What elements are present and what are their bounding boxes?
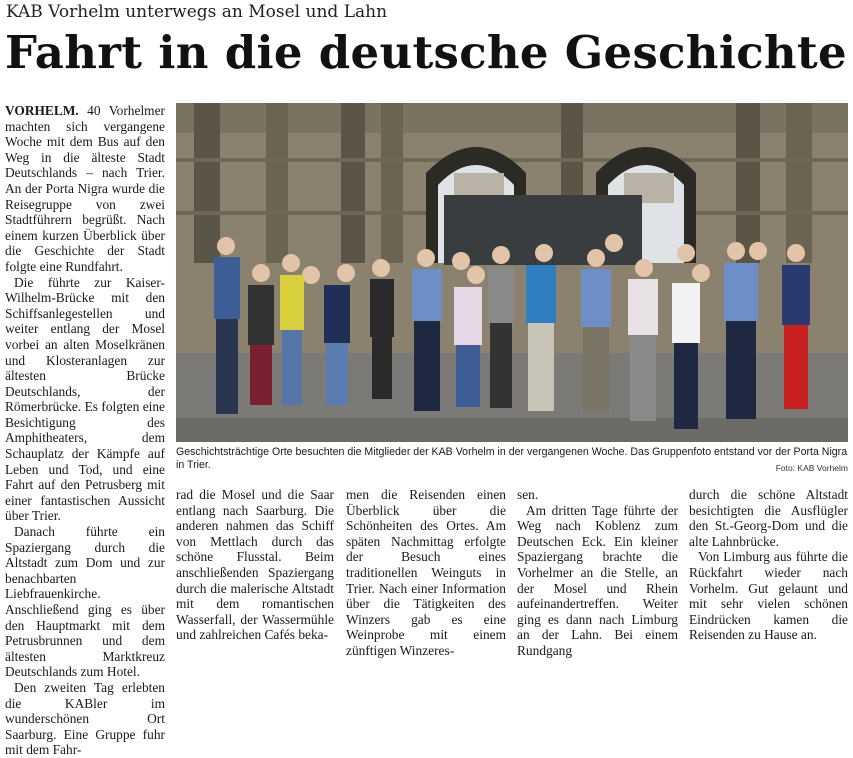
- article-headline: Fahrt in die deutsche Geschichte: [5, 26, 847, 79]
- article-column-1: [5, 103, 165, 758]
- paragraph: men die Reisenden einen Überblick über die Schönheiten des Ortes. Am späten Nachmittag erfolgte der Besuch eines traditionellen Weinguts in Trier. Nach einer Information über die Tätigkeiten des Winzers gab es eine Weinprobe mit einem zünftigen Winzeres-: [346, 487, 506, 658]
- paragraph: Von Limburg aus führte die Rückfahrt wieder nach Vorhelm. Gut gelaunt und mit sehr vielen schönen Eindrücken kamen die Reisenden zu Hause an.: [689, 549, 848, 643]
- article-column-2: [176, 487, 334, 643]
- dateline: VORHELM.: [5, 103, 79, 118]
- photo-credit: Foto: KAB Vorhelm: [775, 463, 848, 473]
- paragraph: Den zweiten Tag erlebten die KABler im wunderschönen Ort Saarburg. Eine Gruppe fuhr mit dem Fahr-: [5, 679, 165, 758]
- article-kicker: KAB Vorhelm unterwegs an Mosel und Lahn: [6, 2, 388, 22]
- paragraph: rad die Mosel und die Saar entlang nach Saarburg. Die anderen nahmen das Schiff von Mettlach durch das schöne Flusstal. Beim anschließenden Spaziergang durch die malerische Altstadt mit dem romantischen Wasserfall, der Wassermühle und zahlreichen Cafés beka-: [176, 487, 334, 643]
- porta-nigra-group-image: [176, 103, 848, 442]
- paragraph: durch die schöne Altstadt besichtigten die Ausflügler den St.-Georg-Dom und die alte Lahnbrücke.: [689, 487, 848, 549]
- article-column-3: [346, 487, 506, 658]
- paragraph: Danach führte ein Spaziergang durch die Altstadt zum Dom und zur benachbarten Liebfrauenkirche. Anschließend ging es über den Hauptmarkt mit dem Petrusbrunnen und dem ältesten Marktkreuz Deutschlands zum Hotel.: [5, 524, 165, 680]
- paragraph: Am dritten Tage führte der Weg nach Koblenz zum Deutschen Eck. Ein kleiner Spaziergang brachte die Vorhelmer an die Stelle, an der Mosel und Rhein aufeinandertreffen. Weiter ging es dann nach Limburg an der Lahn. Bei einem Rundgang: [517, 502, 678, 658]
- paragraph: Die führte zur Kaiser-Wilhelm-Brücke mit den Schiffsanlegestellen und weiter entlang der Mosel vorbei an alten Moselkränen und Klosteranlagen zur ältesten Brücke Deutschlands, der Römerbrücke. Es folgten eine Besichtigung des Amphitheaters, dem Schauplatz der Kämpfe auf Leben und Tod, und eine Fahrt auf den Petrusberg mit einer fantastischen Aussicht über Trier.: [5, 274, 165, 524]
- article-column-5: [689, 487, 848, 643]
- group-photo: [176, 103, 848, 442]
- paragraph: [5, 103, 165, 275]
- article-column-4: [517, 487, 678, 658]
- paragraph: sen.: [517, 487, 539, 502]
- photo-caption: Geschichtsträchtige Orte besuchten die Mitglieder der KAB Vorhelm in der vergangenen Woche. Das Gruppenfoto entstand vor der Porta Nigra in Trier.: [176, 446, 848, 471]
- paragraph-text: 40 Vorhelmer machten sich vergangene Woche mit dem Bus auf den Weg in die älteste Stadt Deutschlands – nach Trier. An der Porta Nigra wurde die Reisegruppe von zwei Stadtführern begrüßt. Nach einem kurzen Überblick über die Geschichte der Stadt folgte eine Rundfahrt.: [5, 103, 165, 274]
